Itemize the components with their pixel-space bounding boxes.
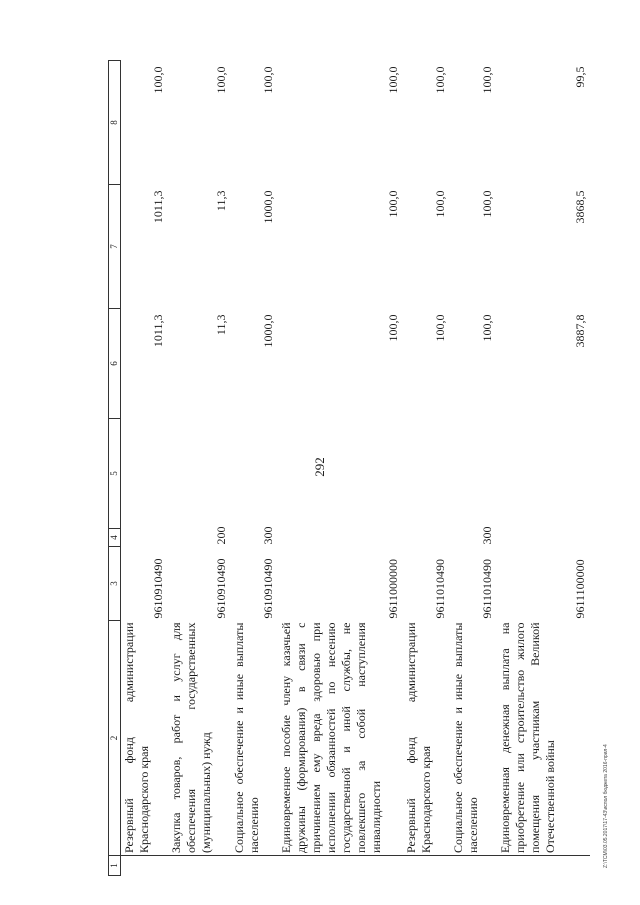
- column-header: 1: [109, 856, 121, 876]
- row-name: Закупка товаров, работ и услуг для обеспечения государственных (муниципальных) нужд: [168, 621, 231, 856]
- column-5-value: [168, 419, 231, 529]
- row-number: [450, 856, 497, 876]
- target-code: 9610910490: [260, 558, 275, 619]
- column-header: 4: [109, 529, 121, 547]
- target-code: 9611000000: [385, 558, 400, 619]
- row-name: Единовременная денежная выплата на приобретение или строительство жилого помещения участникам Великой Отечественной войны: [497, 621, 590, 856]
- column-8-value: 99,5: [572, 66, 587, 88]
- row-name: Единовременное пособие члену казачьей дружины (формирования) в связи с причинением ему вреда здоровью при исполнении обязанностей по несению государственной и иной службы, не повлекшего за собой наступления инвалидности: [278, 621, 403, 856]
- expense-type: 300: [479, 526, 494, 545]
- column-header: 2: [109, 621, 121, 856]
- column-5-value: [497, 419, 590, 529]
- column-7-value: 11,3: [213, 190, 228, 212]
- column-6-value: 100,0: [432, 314, 447, 342]
- column-7-value: 100,0: [479, 190, 494, 218]
- column-7-value: 100,0: [432, 190, 447, 218]
- table-row: [121, 61, 168, 876]
- row-number: [403, 856, 450, 876]
- column-8-value: 100,0: [213, 66, 228, 94]
- column-8-value: 100,0: [150, 66, 165, 94]
- table-row: [278, 61, 403, 876]
- column-5-value: [403, 419, 450, 529]
- target-code: 9611010490: [479, 558, 494, 619]
- column-6-value: 3887,8: [572, 314, 587, 348]
- page-number: 292: [312, 457, 327, 477]
- expense-type: [278, 529, 403, 547]
- column-8-value: 100,0: [385, 66, 400, 94]
- column-6-value: 1011,3: [150, 314, 165, 348]
- table-row: [450, 61, 497, 876]
- target-code: 9611010490: [432, 558, 447, 619]
- column-7-value: 1000,0: [260, 190, 275, 224]
- row-number: [121, 856, 168, 876]
- column-7-value: 1011,3: [150, 190, 165, 224]
- table-row: [168, 61, 231, 876]
- target-code: 9610910490: [150, 558, 165, 619]
- column-5-value: [121, 419, 168, 529]
- row-number: [278, 856, 403, 876]
- column-6-value: 1000,0: [260, 314, 275, 348]
- column-6-value: 100,0: [479, 314, 494, 342]
- column-header: 5: [109, 419, 121, 529]
- column-5-value: [278, 419, 403, 529]
- expense-type: [497, 529, 590, 547]
- column-5-value: [231, 419, 278, 529]
- column-header: 3: [109, 547, 121, 621]
- target-code: 9611100000: [572, 559, 587, 619]
- table-row: [403, 61, 450, 876]
- row-number: [231, 856, 278, 876]
- expense-type: [403, 529, 450, 547]
- row-number: [497, 856, 590, 876]
- column-5-value: [450, 419, 497, 529]
- row-name: Резервный фонд администрации Краснодарского края: [121, 621, 168, 856]
- budget-table-container: [108, 61, 588, 876]
- row-name: Социальное обеспечение и иные выплаты населению: [450, 621, 497, 856]
- column-8-value: 100,0: [432, 66, 447, 94]
- row-name: Резервный фонд администрации Краснодарского края: [403, 621, 450, 856]
- table-row: [497, 61, 590, 876]
- column-7-value: 100,0: [385, 190, 400, 218]
- footer-file-path: Z:\ТСМ\03.05.2017\17-43\испол бюджета 2016-прил-4: [603, 744, 609, 868]
- column-header: 7: [109, 185, 121, 309]
- target-code: 9610910490: [213, 558, 228, 619]
- row-name: Социальное обеспечение и иные выплаты населению: [231, 621, 278, 856]
- row-number: [168, 856, 231, 876]
- column-6-value: 100,0: [385, 314, 400, 342]
- expense-type: [121, 529, 168, 547]
- column-6-value: 11,3: [213, 314, 228, 336]
- column-8-value: 100,0: [479, 66, 494, 94]
- column-8-value: 100,0: [260, 66, 275, 94]
- column-header: 6: [109, 309, 121, 419]
- expense-type: 300: [260, 526, 275, 545]
- column-7-value: 3868,5: [572, 190, 587, 224]
- budget-table: [108, 60, 590, 876]
- table-row: [231, 61, 278, 876]
- expense-type: 200: [213, 526, 228, 545]
- column-number-header: [109, 61, 121, 876]
- column-header: 8: [109, 61, 121, 185]
